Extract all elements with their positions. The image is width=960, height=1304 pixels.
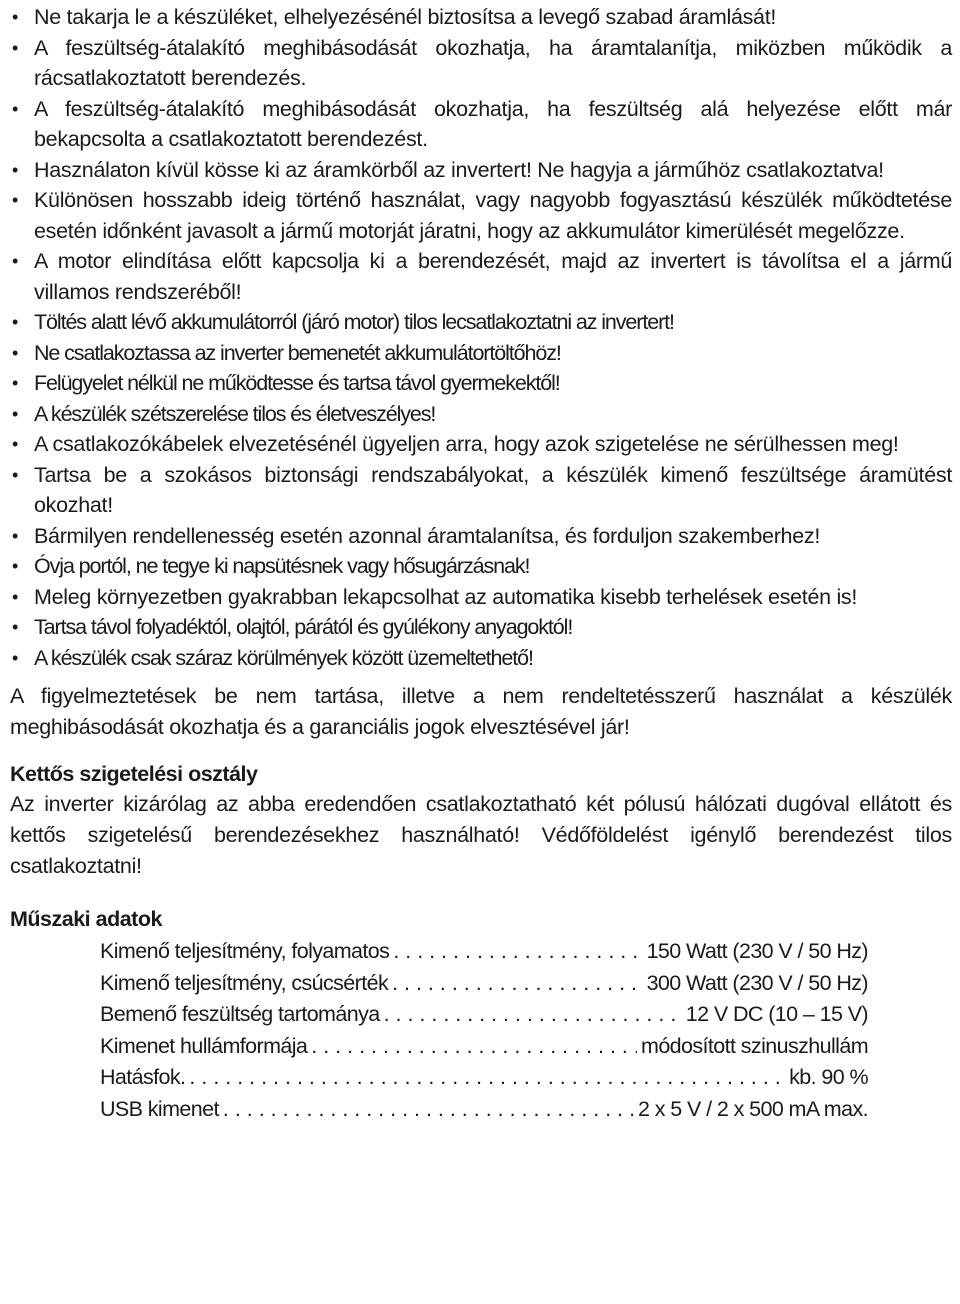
warning-text: A készülék csak száraz körülmények között üzemeltethető!: [34, 645, 533, 670]
bullet-icon: •: [12, 403, 18, 424]
dot-leader: [393, 936, 642, 968]
insulation-text: Az inverter kizárólag az abba eredendően csatlakoztatható két pólusú hálózati dugóval ellátott és kettős szigetelésű berendezésekhez használható! Védőföldelést igénylő berendezést tilos csatlakoztatni!: [10, 792, 952, 878]
warning-text: Tartsa be a szokásos biztonsági rendszabályokat, a készülék kimenő feszültsége áramütést okozhat!: [34, 462, 952, 517]
bullet-icon: •: [12, 98, 19, 119]
dot-leader: [392, 968, 642, 1000]
warning-text: A feszültség-átalakító meghibásodását okozhatja, ha feszültség alá helyezése előtt már bekapcsolta a csatlakoztatott berendezést.: [34, 96, 952, 151]
warning-text: Töltés alatt lévő akkumulátorról (járó motor) tilos lecsatlakoztatni az invertert!: [34, 310, 674, 334]
warning-text: A motor elindítása előtt kapcsolja ki a berendezését, majd az invertert is távolítsa el a jármű villamos rendszeréből!: [34, 249, 952, 304]
spec-label: USB kimenet: [100, 1096, 219, 1121]
warning-item: [10, 33, 952, 94]
bullet-icon: •: [12, 525, 19, 546]
warning-text: Felügyelet nélkül ne működtesse és tartsa távol gyermekektől!: [34, 371, 560, 395]
bullet-icon: •: [12, 464, 19, 485]
spec-value: 300 Watt (230 V / 50 Hz): [646, 970, 868, 995]
bullet-icon: •: [12, 617, 18, 637]
warning-text: Óvja portól, ne tegye ki napsütésnek vagy hősugárzásnak!: [34, 554, 530, 578]
warning-item: [10, 460, 952, 521]
dot-leader: [384, 999, 682, 1031]
bullet-icon: •: [12, 159, 19, 180]
warning-text: A csatlakozókábelek elvezetésénél ügyeljen arra, hogy azok szigetelése ne sérülhessen meg!: [34, 432, 899, 456]
spec-value: kb. 90 %: [789, 1065, 868, 1089]
warning-item: [10, 399, 952, 430]
warning-text: Meleg környezetben gyakrabban lekapcsolhat az automatika kisebb terhelések esetén is!: [34, 584, 858, 609]
spec-row: [100, 1031, 868, 1063]
warning-text: Ne csatlakoztassa az inverter bemenetét akkumulátortöltőhöz!: [34, 340, 561, 365]
bullet-icon: •: [12, 647, 18, 668]
warning-item: [10, 185, 952, 246]
warning-item: [10, 643, 952, 674]
warning-item: [10, 429, 952, 460]
warning-text: A készülék szétszerelése tilos és életveszélyes!: [34, 401, 436, 426]
spec-label: Kimenő teljesítmény, folyamatos: [100, 939, 390, 963]
warning-text: Bármilyen rendellenesség esetén azonnal áramtalanítsa, és forduljon szakemberhez!: [34, 523, 820, 548]
bullet-icon: •: [12, 37, 19, 58]
bullet-icon: •: [12, 342, 18, 363]
bullet-icon: •: [12, 434, 19, 454]
bullet-icon: •: [12, 556, 18, 576]
warning-item: [10, 368, 952, 399]
bullet-icon: •: [12, 312, 18, 332]
warning-list: [10, 2, 952, 673]
warning-item: [10, 582, 952, 613]
spec-value: 150 Watt (230 V / 50 Hz): [646, 939, 868, 963]
warning-text: Tartsa távol folyadéktól, olajtól, párától és gyúlékony anyagoktól!: [34, 615, 573, 639]
spec-label: Bemenő feszültség tartománya: [100, 1002, 380, 1026]
warning-text: Használaton kívül kösse ki az áramkörből az invertert! Ne hagyja a járműhöz csatlakoztatva!: [34, 157, 884, 182]
warning-text: Ne takarja le a készüléket, elhelyezésénél biztosítsa a levegő szabad áramlását!: [34, 5, 777, 29]
spec-value: 2 x 5 V / 2 x 500 mA max.: [638, 1096, 868, 1121]
bullet-icon: •: [12, 251, 19, 271]
specs-heading: Műszaki adatok: [10, 907, 162, 931]
bullet-icon: •: [12, 586, 19, 607]
spec-label: Kimenet hullámformája: [100, 1033, 308, 1058]
warning-text: Különösen hosszabb ideig történő használat, vagy nagyobb fogyasztású készülék működtetése esetén időnként javasolt a jármű motorját járatni, hogy az akkumulátor kimerülését megelőzze.: [34, 188, 952, 243]
bullet-icon: •: [12, 373, 18, 393]
spec-row: [100, 999, 868, 1031]
dot-leader: [223, 1094, 634, 1126]
insulation-heading: Kettős szigetelési osztály: [10, 762, 258, 786]
spec-value: 12 V DC (10 – 15 V): [685, 1002, 868, 1026]
warning-item: [10, 338, 952, 369]
warning-item: [10, 307, 952, 338]
warning-text: A feszültség-átalakító meghibásodását okozhatja, ha áramtalanítja, miközben működik a rácsatlakoztatott berendezés.: [34, 35, 952, 90]
warning-item: [10, 612, 952, 643]
spec-label: Kimenő teljesítmény, csúcsérték: [100, 970, 389, 995]
spec-value: módosított szinuszhullám: [641, 1033, 868, 1058]
warning-item: [10, 246, 952, 307]
warranty-note: A figyelmeztetések be nem tartása, illetve a nem rendeltetésszerű használat a készülék meghibásodását okozhatja és a garanciális jogok elvesztésével jár!: [10, 684, 952, 739]
warning-item: [10, 551, 952, 582]
dot-leader: [189, 1062, 785, 1094]
spec-row: [100, 936, 868, 968]
spec-label: Hatásfok.: [100, 1065, 186, 1089]
spec-row: [100, 1062, 868, 1094]
specs-table: [100, 936, 868, 1125]
warning-item: [10, 521, 952, 552]
bullet-icon: •: [12, 190, 19, 210]
spec-row: [100, 1094, 868, 1126]
warning-item: [10, 2, 952, 33]
spec-row: [100, 968, 868, 1000]
bullet-icon: •: [12, 7, 19, 27]
dot-leader: [311, 1031, 637, 1063]
warning-item: [10, 155, 952, 186]
warning-item: [10, 94, 952, 155]
